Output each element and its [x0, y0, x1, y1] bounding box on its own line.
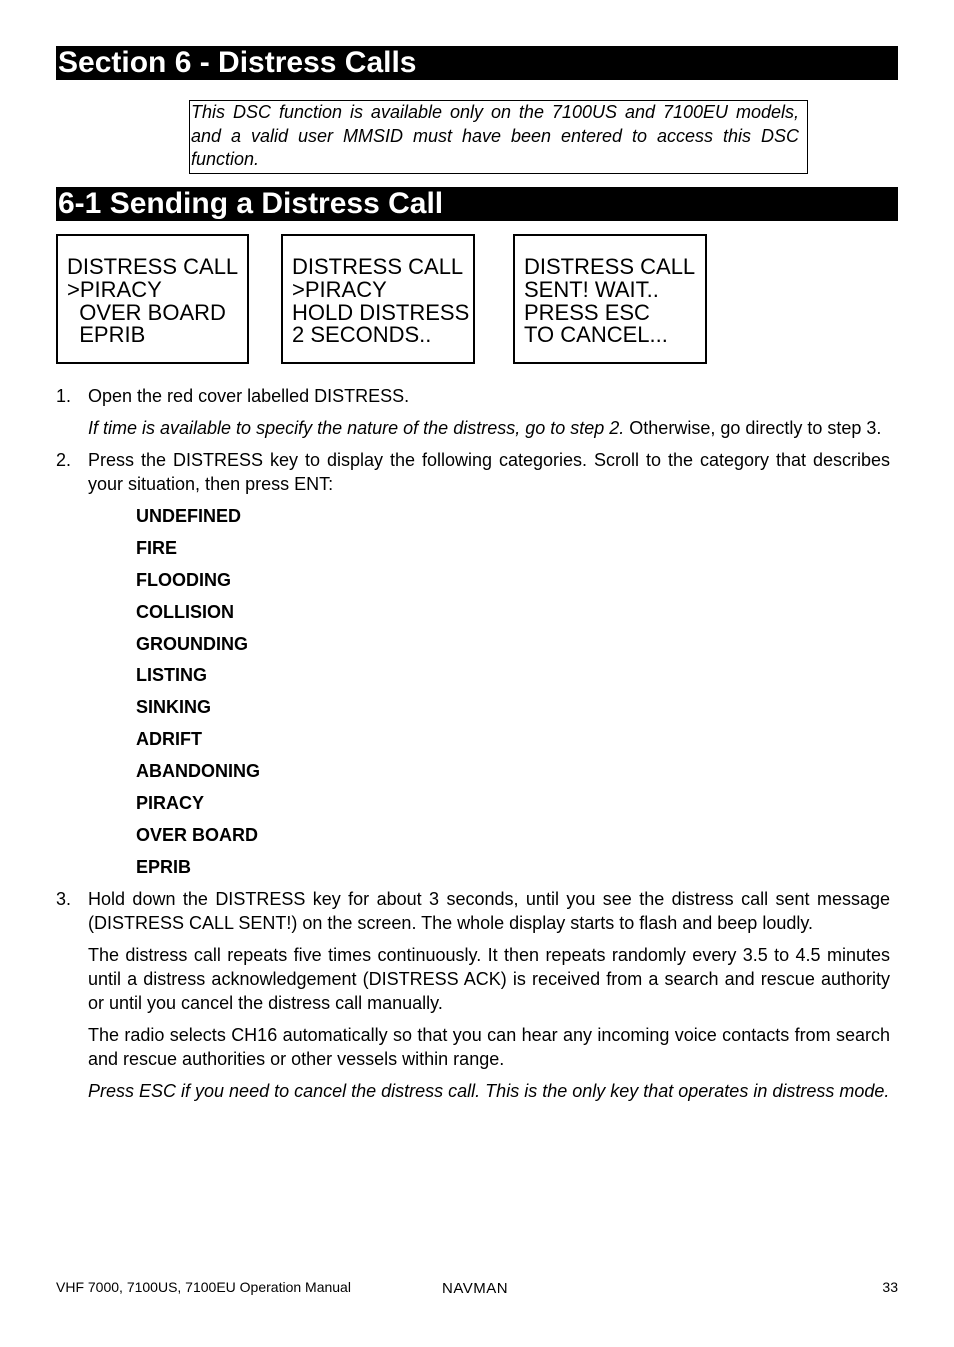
- category-item: SINKING: [136, 697, 212, 718]
- lcd-screen-sent: [513, 234, 707, 364]
- instructions: [56, 384, 890, 1111]
- category-item: LISTING: [136, 665, 207, 686]
- subsection-title: 6-1 Sending a Distress Call: [56, 187, 898, 221]
- lcd-line: DISTRESS CALL: [292, 254, 464, 279]
- category-item: OVER BOARD: [136, 824, 259, 845]
- lcd-line: >PIRACY: [67, 276, 162, 302]
- step-number: 2.: [56, 450, 72, 470]
- category-item: EPRIB: [136, 856, 192, 877]
- lcd-screen-hold: [281, 234, 475, 364]
- lcd-line: HOLD DISTRESS: [292, 299, 470, 325]
- step-note-plain: Otherwise, go directly to step 3.: [624, 418, 882, 438]
- category-item: ABANDONING: [136, 761, 260, 782]
- step-paragraph: The radio selects CH16 automatically so that you can hear any incoming voice contacts from search and rescue authorities or other vessels within range.: [88, 1024, 890, 1069]
- step-2: [56, 448, 890, 879]
- step-number: 1.: [56, 386, 72, 406]
- section-title: Section 6 - Distress Calls: [56, 46, 898, 80]
- lcd-line: EPRIB: [67, 322, 146, 348]
- lcd-line: SENT! WAIT..: [524, 276, 659, 302]
- step-cancel-note: Press ESC if you need to cancel the distress call. This is the only key that operates in distress mode.: [88, 1080, 890, 1101]
- lcd-line: PRESS ESC: [524, 299, 650, 325]
- step-note-italic: If time is available to specify the nature of the distress, go to step 2.: [88, 418, 625, 438]
- lcd-line: >PIRACY: [292, 276, 387, 302]
- category-item: UNDEFINED: [136, 506, 242, 526]
- category-item: FLOODING: [136, 569, 231, 590]
- manual-title: VHF 7000, 7100US, 7100EU Operation Manual: [56, 1279, 351, 1295]
- category-item: COLLISION: [136, 601, 234, 622]
- category-item: FIRE: [136, 537, 178, 558]
- category-item: PIRACY: [136, 793, 205, 814]
- category-item: ADRIFT: [136, 729, 202, 750]
- lcd-line: TO CANCEL...: [524, 322, 668, 348]
- step-text: Press the DISTRESS key to display the following categories. Scroll to the category that describes your situation, then press ENT:: [88, 450, 890, 494]
- step-paragraph: The distress call repeats five times continuously. It then repeats randomly every 3.5 to 4.5 minutes until a distress acknowledgement (DISTRESS ACK) is received from a search and rescue authority or until you cancel the distress call manually.: [88, 944, 890, 1013]
- lcd-line: 2 SECONDS..: [292, 322, 432, 348]
- page-number: 33: [882, 1279, 898, 1295]
- step-3: [56, 887, 890, 1103]
- lcd-line: OVER BOARD: [67, 299, 226, 325]
- step-1: [56, 384, 890, 440]
- step-note: [88, 416, 890, 440]
- category-item: GROUNDING: [136, 633, 248, 654]
- step-number: 3.: [56, 888, 72, 909]
- lcd-screen-select: [56, 234, 249, 364]
- step-text: Hold down the DISTRESS key for about 3 seconds, until you see the distress call sent message (DISTRESS CALL SENT!) on the screen. The whole display starts to flash and beep loudly.: [88, 888, 890, 933]
- brand-logo: NAVMAN: [442, 1280, 509, 1297]
- category-list: [136, 504, 890, 879]
- lcd-line: DISTRESS CALL: [524, 254, 696, 279]
- availability-note: This DSC function is available only on the 7100US and 7100EU models, and a valid user MMSID must have been entered to access this DSC function.: [189, 100, 808, 174]
- lcd-line: DISTRESS CALL: [67, 254, 239, 279]
- step-text: Open the red cover labelled DISTRESS.: [88, 386, 410, 406]
